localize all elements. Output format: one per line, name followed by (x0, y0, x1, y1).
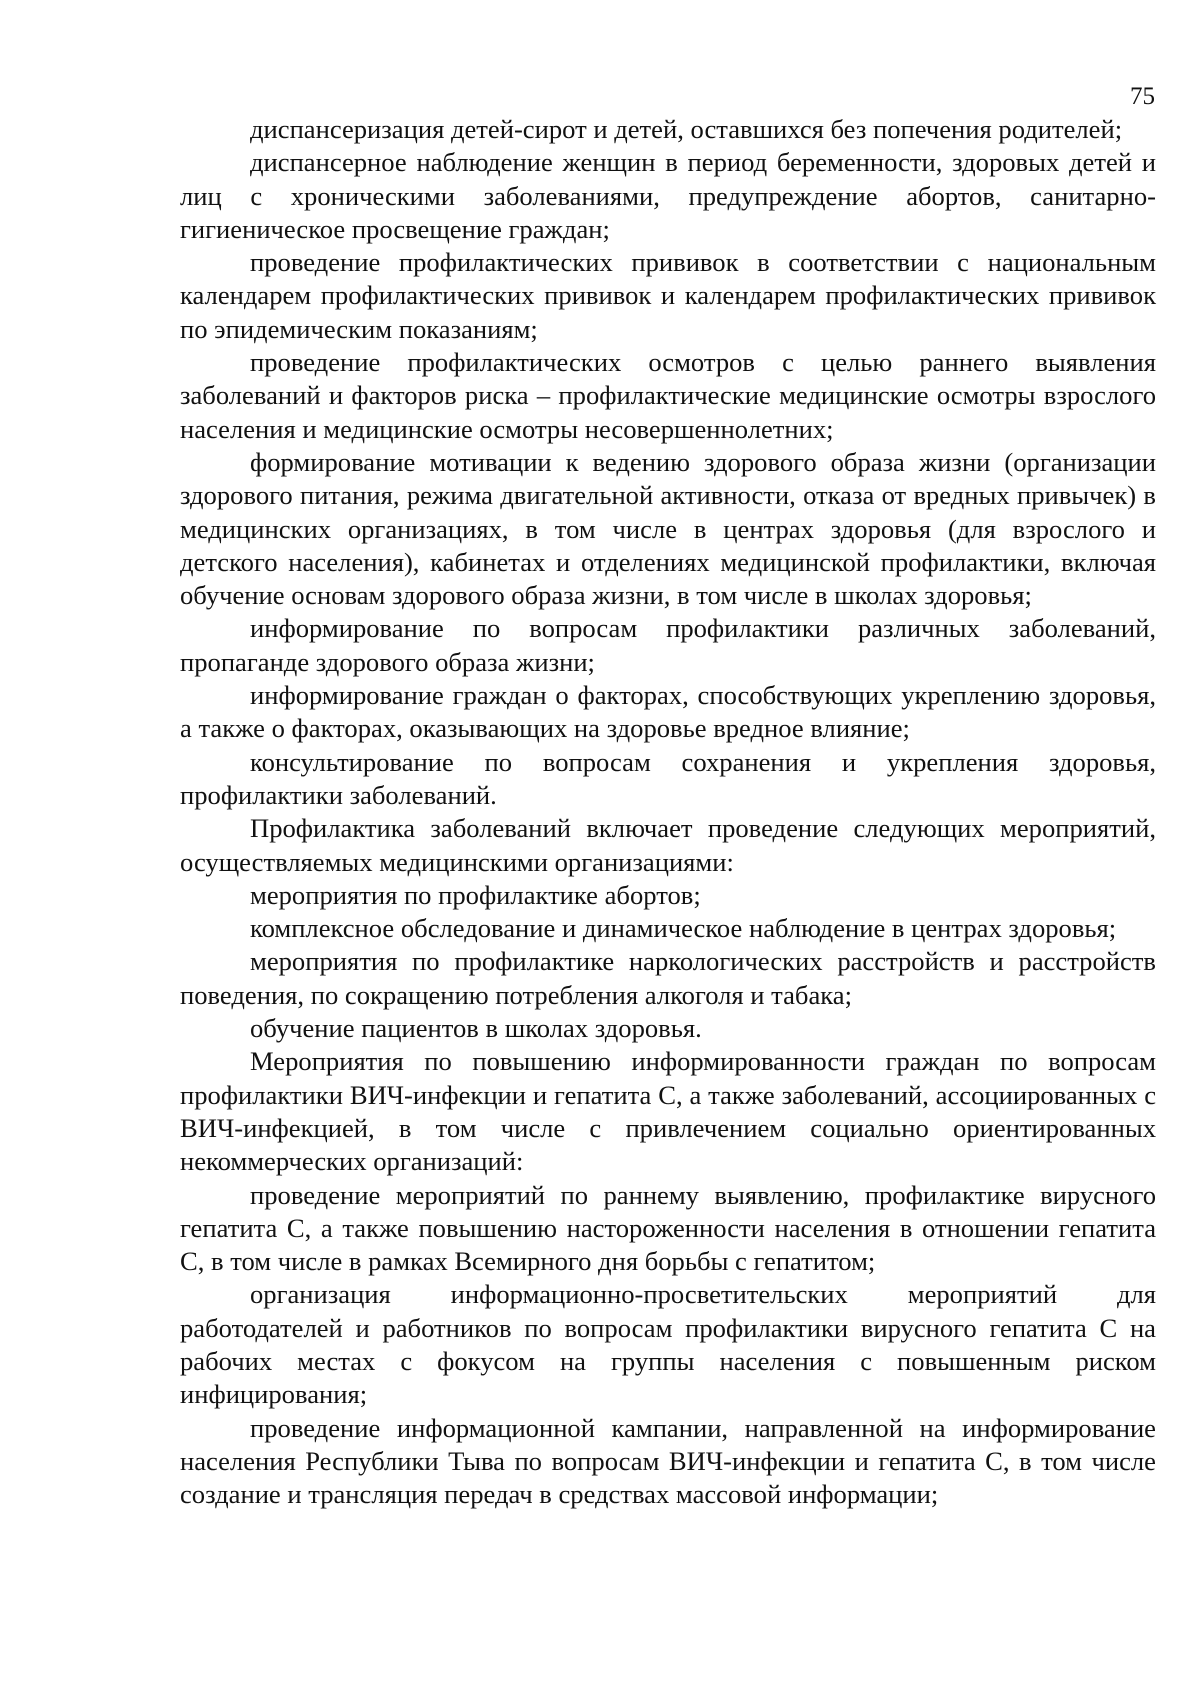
paragraph: Мероприятия по повышению информированности граждан по вопросам профилактики ВИЧ-инфекции и гепатита С, а также заболеваний, ассоциированных с ВИЧ-инфекцией, в том числе с привлечением социально ориентированных некоммерческих организаций: (180, 1046, 1156, 1177)
paragraph: информирование по вопросам профилактики различных заболеваний, пропаганде здорового образа жизни; (180, 613, 1156, 677)
paragraph: формирование мотивации к ведению здорового образа жизни (организации здорового питания, режима двигательной активности, отказа от вредных привычек) в медицинских организациях, в том числе в центрах здоровья (для взрослого и детского населения), кабинетах и отделениях медицинской профилактики, включая обучение основам здорового образа жизни, в том числе в школах здоровья; (180, 446, 1156, 611)
paragraph: мероприятия по профилактике абортов; (250, 879, 701, 910)
paragraph: диспансеризация детей-сирот и детей, оставшихся без попечения родителей; (250, 114, 1123, 144)
paragraph: информирование граждан о факторах, способствующих укреплению здоровья, а также о факторах, оказывающих на здоровье вредное влияние; (180, 680, 1156, 744)
paragraph: организация информационно-просветительских мероприятий для работодателей и работников по вопросам профилактики вирусного гепатита С на рабочих местах с фокусом на группы населения с повышенным риском инфицирования; (180, 1279, 1156, 1410)
document-body (180, 113, 1156, 1511)
paragraph: диспансерное наблюдение женщин в период беременности, здоровых детей и лиц с хроническими заболеваниями, предупреждение абортов, санитарно-гигиеническое просвещение граждан; (180, 147, 1156, 244)
paragraph: проведение информационной кампании, направленной на информирование населения Республики Тыва по вопросам ВИЧ-инфекции и гепатита С, в том числе создание и трансляция передач в средствах массовой информации; (180, 1412, 1156, 1510)
paragraph: обучение пациентов в школах здоровья. (250, 1013, 702, 1044)
paragraph: проведение профилактических прививок в соответствии с национальным календарем профилактических прививок и календарем профилактических прививок по эпидемическим показаниям; (180, 247, 1156, 344)
paragraph: комплексное обследование и динамическое наблюдение в центрах здоровья; (250, 913, 1117, 944)
page-number: 75 (1130, 83, 1155, 110)
paragraph: консультирование по вопросам сохранения и укрепления здоровья, профилактики заболеваний. (180, 746, 1156, 810)
paragraph: Профилактика заболеваний включает проведение следующих мероприятий, осуществляемых медицинскими организациями: (180, 813, 1156, 877)
paragraph: проведение мероприятий по раннему выявлению, профилактике вирусного гепатита С, а также повышению настороженности населения в отношении гепатита С, в том числе в рамках Всемирного дня борьбы с гепатитом; (180, 1179, 1156, 1277)
paragraph: мероприятия по профилактике наркологических расстройств и расстройств поведения, по сокращению потребления алкоголя и табака; (180, 946, 1156, 1010)
paragraph: проведение профилактических осмотров с целью раннего выявления заболеваний и факторов риска – профилактические медицинские осмотры взрослого населения и медицинские осмотры несовершеннолетних; (180, 347, 1156, 444)
